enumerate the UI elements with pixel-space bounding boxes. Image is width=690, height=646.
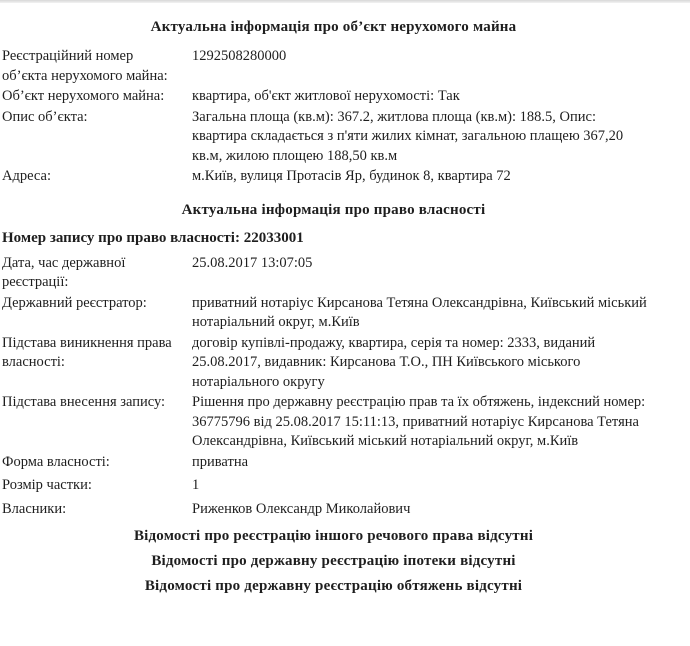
info-row-registration-number [2,47,665,86]
info-row-owners [2,500,665,520]
row-label: Розмір частки: [2,477,92,493]
row-label: Опис об’єкта: [2,108,88,125]
row-label: Дата, час державної реєстрації: [2,254,126,290]
info-row-share-size [2,476,665,496]
row-value: квартира, об'єкт житлової нерухомості: Так [192,88,460,104]
row-value: Риженков Олександр Миколайович [192,500,411,517]
row-label: Форма власності: [2,453,110,470]
row-label: Державний реєстратор: [2,294,147,311]
note-encumbrance-registration-absent: Відомості про державну реєстрацію обтяжень відсутні [144,578,523,594]
info-row-state-registrar [2,294,665,333]
note-mortgage-registration-absent: Відомості про державну реєстрацію іпотеки відсутні [151,553,516,569]
note-other-property-rights-absent: Відомості про реєстрацію іншого речового права відсутні [133,528,534,544]
info-row-address [2,167,665,187]
section-title-object-info: Актуальна інформація про об’єкт нерухомого майна [150,19,517,35]
property-extract-document [0,3,690,596]
row-value: приватний нотаріус Кирсанова Тетяна Олександрівна, Київський міський нотаріальний округ, м.Київ [192,294,647,330]
ownership-record-number: Номер запису про право власності: 22033001 [2,229,304,246]
row-label: Власники: [2,500,67,517]
info-row-registration-datetime [2,254,665,293]
row-value: договір купівлі-продажу, квартира, серія та номер: 2333, виданий 25.08.2017, видавник: Кирсанова Т.О., ПН Київського міського нотаріального округу [192,334,596,390]
row-value: Рішення про державну реєстрацію прав та їх обтяжень, індексний номер: 36775796 від 25.08.2017 15:11:13, приватний нотаріус Кирсанова Тетяна Олександрівна, Київський міський нотаріальний округ, м.Київ [192,394,646,449]
info-row-ownership-grounds [2,334,665,393]
row-value: приватна [192,453,249,470]
row-label: Підстава внесення запису: [2,394,166,410]
row-value: 1292508280000 [192,48,287,64]
row-value: 25.08.2017 13:07:05 [192,254,313,271]
section-title-ownership-info: Актуальна інформація про право власності [181,201,486,218]
row-label: Адреса: [2,168,51,184]
row-label: Об’єкт нерухомого майна: [2,88,165,104]
row-label: Реєстраційний номер об’єкта нерухомого майна: [2,48,168,84]
absence-notes [2,526,665,596]
info-row-record-basis [2,393,665,452]
row-label: Підстава виникнення права власності: [2,334,172,370]
info-row-ownership-form [2,453,665,473]
row-value: м.Київ, вулиця Протасів Яр, будинок 8, квартира 72 [192,168,511,184]
row-value: Загальна площа (кв.м): 367.2, житлова площа (кв.м): 188.5, Опис: квартира складається з п'яти жилих кімнат, загальною плащею 367,20 кв.м, жилою площею 188,50 кв.м [192,108,624,164]
row-value: 1 [192,477,200,493]
info-row-object-type [2,87,665,107]
info-row-object-description [2,108,665,167]
